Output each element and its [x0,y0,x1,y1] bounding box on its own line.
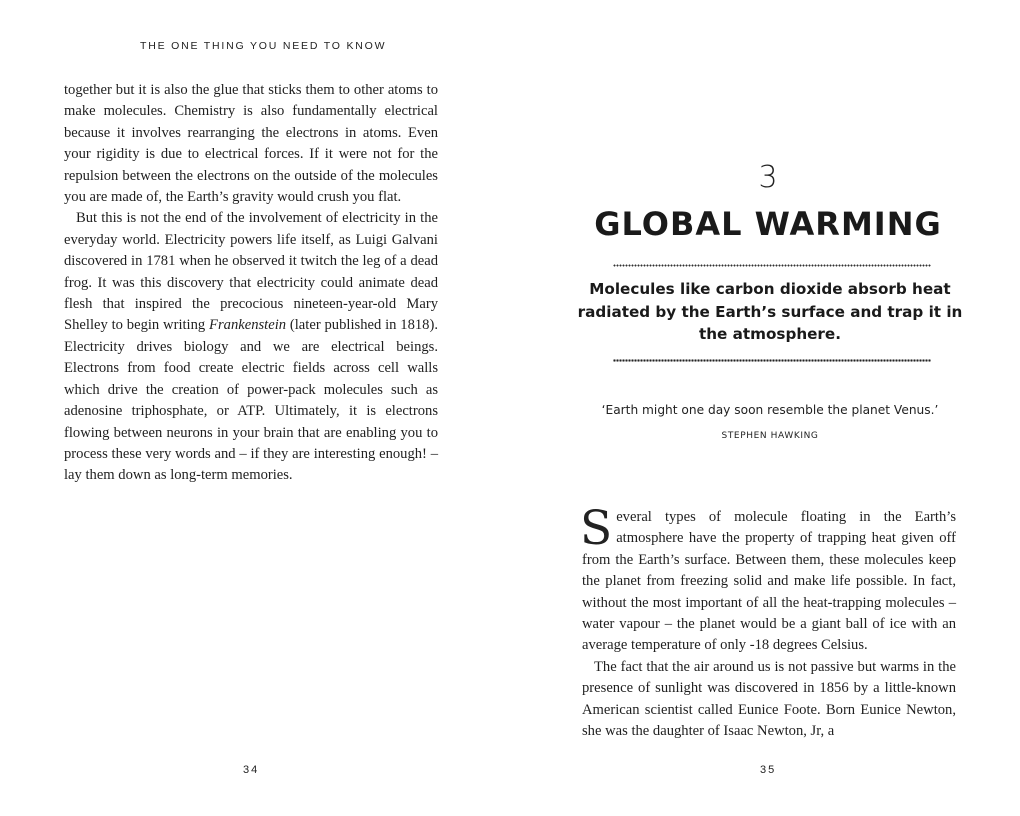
book-title-frankenstein: Frankenstein [209,317,287,334]
epigraph-attribution: STEPHEN HAWKING [721,431,819,441]
right-paragraph-2: The fact that the air around us is not passive but warms in the presence of sunlight was discovered in 1856 by a little-known American scientist called Eunice Foote. Born Eunice Newton, she was the daughter of Isaac Newton, Jr, a [582,658,956,740]
paragraph-2-start: But this is not the end of the involvement of electricity in the everyday world. Electricity powers life itself, as Luigi Galvani discovered in 1781 when he observed it twitch the leg of a dead frog. It was this discovery that electricity could animate dead flesh that inspired the precocious nineteen-year-old Mary Shelley to begin writing [64,210,438,334]
dotted-rule-bottom [613,359,931,362]
left-paragraph-1: together but it is also the glue that sticks them to other atoms to make molecules. Chemistry is also fundamentally electrical because it involves rearranging the electrons in atoms. Even your rigidity is due to electrical forces. If it were not for the repulsion between the electrons on the outside of the molecules you are made of, the Earth’s gravity would crush you flat. [64,82,438,206]
page-number-right: 35 [760,764,777,776]
page-number-left: 34 [243,764,260,776]
right-paragraph-1 [580,501,956,657]
chapter-title: GLOBAL WARMING [594,205,942,243]
left-paragraph-2 [64,208,438,486]
dotted-rule-top [613,264,931,267]
running-head: THE ONE THING YOU NEED TO KNOW [140,40,387,52]
left-body-text [64,80,438,487]
right-paragraph-1-text: everal types of molecule floating in the Earth’s atmosphere have the property of trapping heat given off from the Earth’s surface. Between them, these molecules keep the planet from freezing solid and make life possible. In fact, without the most important of all the heat-trapping molecules – water vapour – the planet would be a giant ball of ice with an average temperature of only -18 degrees Celsius. [582,509,956,654]
right-body-text [580,501,956,742]
chapter-number: 3 [758,160,778,195]
paragraph-2-end: (later published in 1818). Electricity drives biology and we are electrical beings. Electrons from food create electric fields across cell walls which drive the creation of power-pack molecules such as adenosine triphosphate, or ATP. Ultimately, it is electrons flowing between neurons in your brain that are enabling you to process these very words and – if they are interesting enough! – lay them down as long-term memories. [64,317,438,484]
epigraph-quote: ‘Earth might one day soon resemble the planet Venus.’ [601,403,939,417]
drop-cap: S [580,501,613,556]
chapter-summary: Molecules like carbon dioxide absorb heat radiated by the Earth’s surface and trap it in the atmosphere. [577,280,963,343]
right-page [510,0,1020,816]
